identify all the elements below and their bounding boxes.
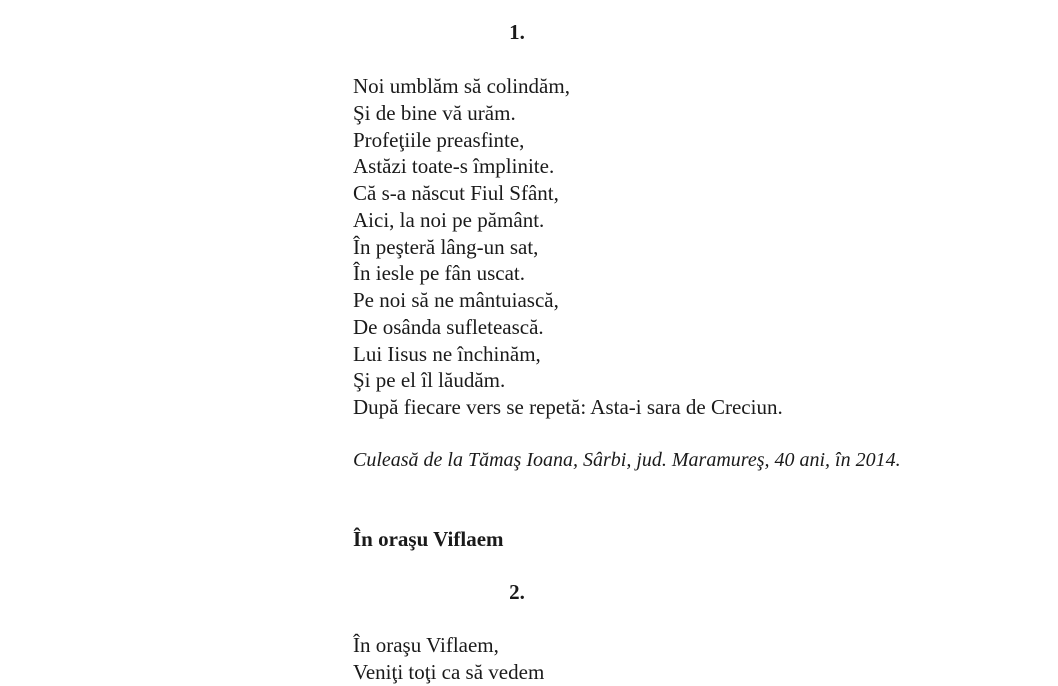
carol-stanza	[353, 73, 783, 421]
verse-line: Lui Iisus ne închinăm,	[353, 341, 541, 366]
source-attribution: Culeasă de la Tămaş Ioana, Sârbi, jud. Maramureş, 40 ani, în 2014.	[353, 449, 901, 471]
verse-line: În iesle pe fân uscat.	[353, 261, 526, 286]
verse-line: Şi de bine vă urăm.	[353, 100, 516, 125]
carol-stanza	[353, 632, 544, 686]
verse-line: Astăzi toate-s împlinite.	[353, 154, 555, 179]
section-number: 2.	[509, 580, 525, 604]
refrain-note: După fiecare vers se repetă: Asta-i sara de Creciun.	[353, 395, 783, 419]
section-number: 1.	[509, 20, 525, 44]
verse-line: Noi umblăm să colindăm,	[353, 74, 570, 98]
verse-line: În peşteră lâng-un sat,	[353, 234, 539, 259]
verse-line: Aici, la noi pe pământ.	[353, 207, 545, 232]
verse-line: De osânda sufletească.	[353, 314, 544, 339]
verse-line: Şi pe el îl lăudăm.	[353, 368, 506, 393]
verse-line: Profeţiile preasfinte,	[353, 127, 525, 152]
verse-line: În oraşu Viflaem,	[353, 633, 499, 657]
verse-line: Pe noi să ne mântuiască,	[353, 288, 559, 312]
carol-title: În oraşu Viflaem	[353, 527, 504, 551]
verse-line: Că s-a născut Fiul Sfânt,	[353, 181, 559, 205]
verse-line: Veniţi toţi ca să vedem	[353, 659, 545, 684]
